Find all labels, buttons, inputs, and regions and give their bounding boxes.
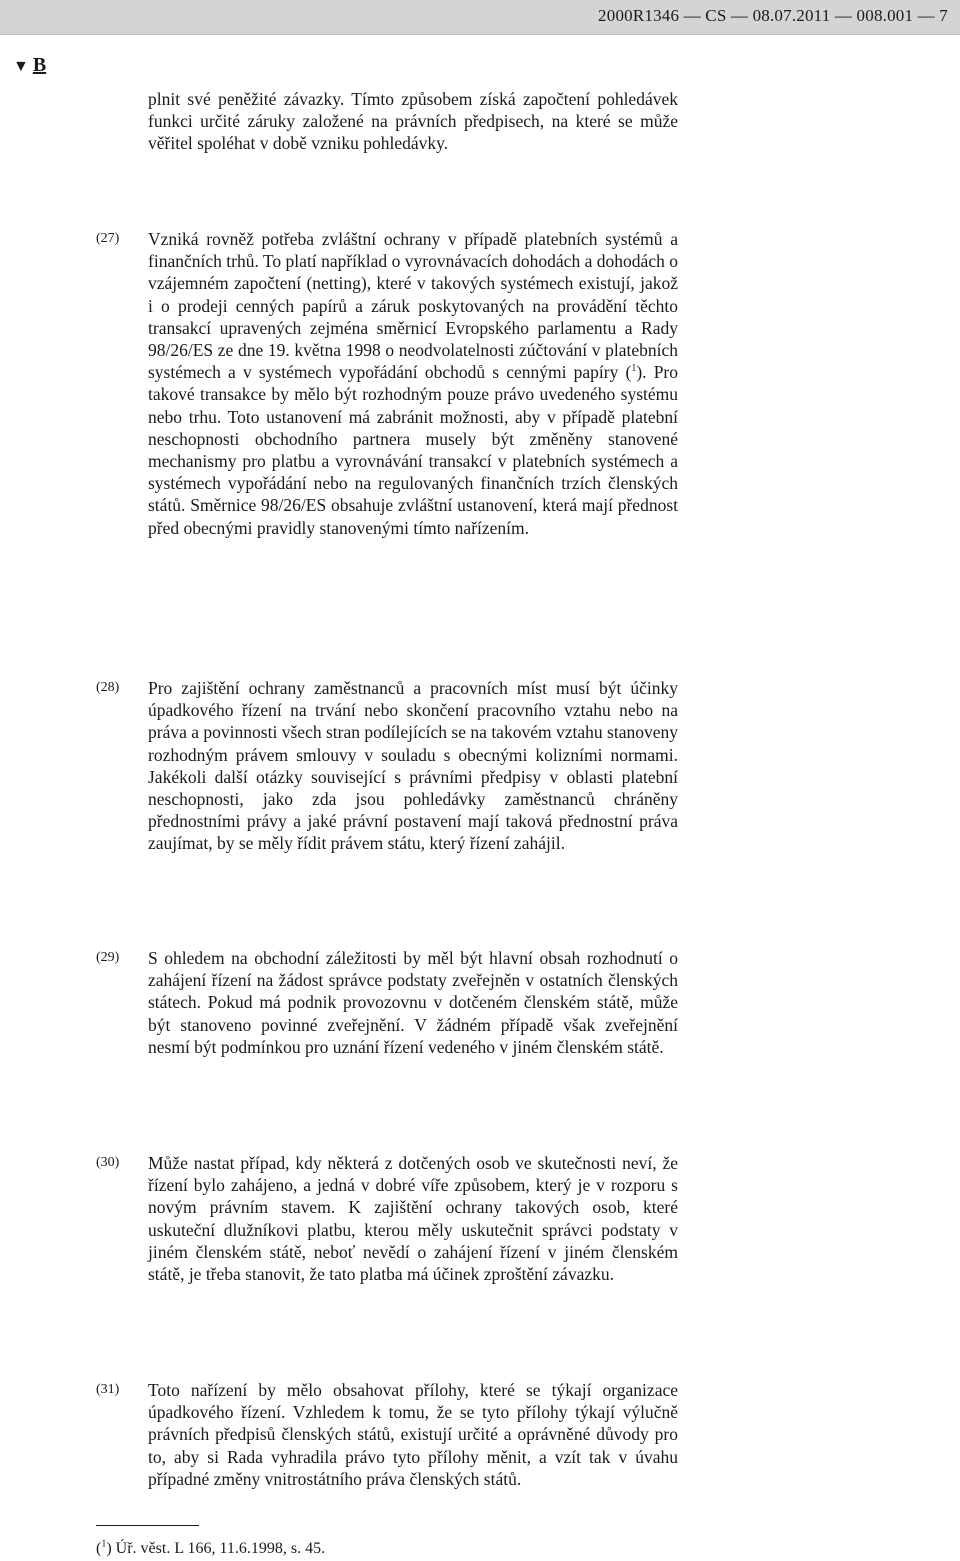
marker-label[interactable]: B [32,54,47,76]
recital-27-text [148,228,678,539]
amendment-marker [13,54,46,77]
document-header [0,0,960,35]
recital-27-part-b: ). Pro takové transakce by mělo být rozhodným pouze právo uvedeného systému nebo trhu. Toto ustanovení má zabránit možnosti, aby v případě platební neschopnosti obchodního partnera musely být změněny stanovené mechanismy pro platbu a vyrovnávání transakcí v platebních systémech a systémech vypořádání nebo na regulovaných finančních trzích členských států. Směrnice 98/26/ES obsahuje zvláštní ustanovení, která mají přednost před obecnými pravidly stanovenými tímto nařízením. [148,362,678,538]
triangle-down-icon: ▼ [13,58,29,75]
footnote-number: 1 [101,1538,107,1550]
recital-29-text: S ohledem na obchodní záležitosti by měl být hlavní obsah rozhodnutí o zahájení řízení na žádost správce podstaty zveřejněn v ostatních členských státech. Pokud má podnik provozovnu v dotčeném členském státě, může být stanoveno povinné zveřejnění. V žádném případě však zveřejnění nesmí být podmínkou pro uznání řízení vedeného v jiném členském státě. [148,948,678,1057]
footnote: ($^1$) Úř. věst. L 166, 11.6.1998, s. 45. [96,1538,326,1557]
paragraph-continuation: plnit své peněžité závazky. Tímto způsobem získá započtení pohledávek funkci určité záruky založené na právních předpisech, na které se může věřitel spoléhat v době vzniku pohledávky. [148,89,678,154]
recital-number: (31) [96,1382,120,1397]
recital-28-text: Pro zajištění ochrany zaměstnanců a pracovních míst musí být účinky úpadkového řízení na trvání nebo skončení pracovního vztahu nebo na práva a povinnosti všech stran podílejících se na takovém vztahu stanoveny rozhodným právem smlouvy v souladu s obecnými kolizními normami. Jakékoli další otázky související s právními předpisy v oblasti platební neschopnosti, jako zda jsou pohledávky zaměstnanců chráněny přednostními právy a jaké právní postavení mají taková přednostní práva zaujímat, by se měly řídit právem státu, který řízení zahájil. [148,678,678,854]
footnote-reference[interactable]: 1 [631,363,637,375]
recital-number: (29) [96,950,120,965]
recital-30-text: Může nastat případ, kdy některá z dotčených osob ve skutečnosti neví, že řízení bylo zahájeno, a jedná v dobré víře způsobem, který je v rozporu s novým právním stavem. K zajištění ochrany takových osob, které uskuteční dlužníkovi platbu, kterou měly uskutečnit správci podstaty v jiném členském státě, neboť nevědí o zahájení řízení v jiném členském státě, je třeba stanovit, že tato platba má účinek zproštění závazku. [148,1153,678,1285]
footnote-separator [96,1525,199,1526]
recital-31-text: Toto nařízení by mělo obsahovat přílohy, které se týkají organizace úpadkového řízení. Vzhledem k tomu, že se tyto přílohy týkají výlučně právních předpisů členských států, existují určité a oprávněné důvody pro to, aby si Rada vyhradila právo tyto přílohy měnit, a vzít tak v úvahu případné změny vnitrostátního práva členských států. [148,1380,678,1489]
recital-27-part-a: Vzniká rovněž potřeba zvláštní ochrany v případě platebních systémů a finančních trhů. To platí například o vyrovnávacích dohodách a dohodách o vzájemném započtení (netting), které v takových systémech existují, jakož i o prodeji cenných papírů a záruk poskytovaných na provádění těchto transakcí upravených zejména směrnicí Evropského parlamentu a Rady 98/26/ES ze dne 19. května 1998 o neodvolatelnosti zúčtování v platebních systémech a v systémech vypořádání obchodů s cennými papíry ( [148,229,678,383]
recital-number: (28) [96,680,120,695]
document-reference: 2000R1346 — CS — 08.07.2011 — 008.001 — 7 [598,6,948,25]
recital-number: (30) [96,1155,120,1170]
recital-number: (27) [96,231,120,246]
footnote-text: Úř. věst. L 166, 11.6.1998, s. 45. [115,1540,326,1557]
